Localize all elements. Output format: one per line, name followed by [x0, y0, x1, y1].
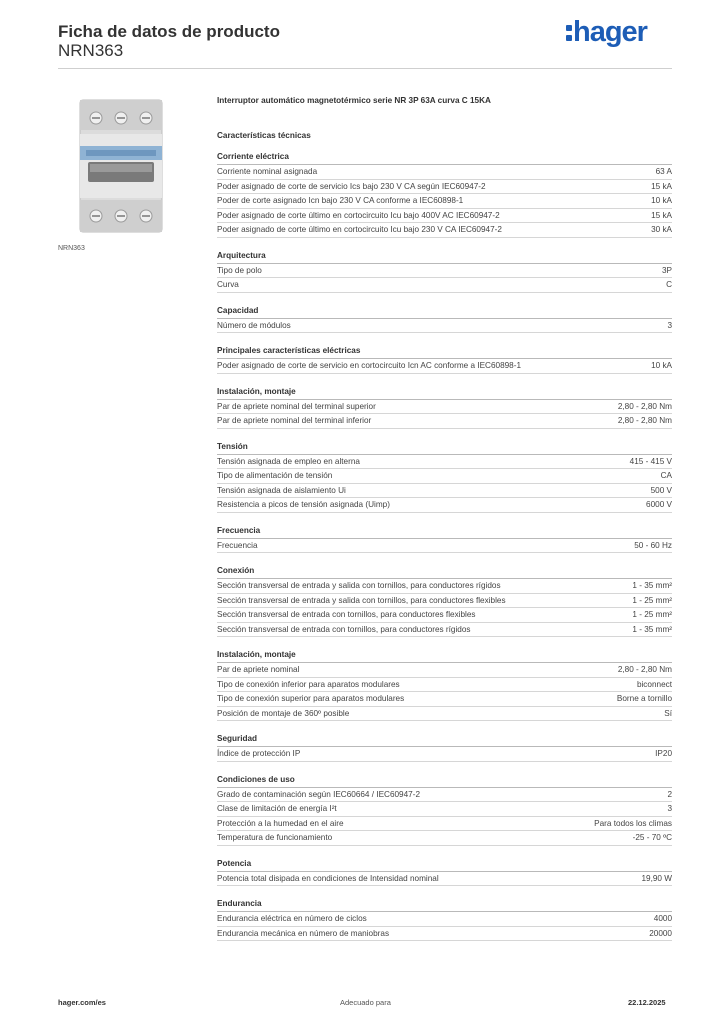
spec-section: [217, 858, 672, 887]
spec-label: Protección a la humedad en el aire: [217, 818, 344, 828]
spec-label: Poder asignado de corte de servicio en cortocircuito Icn AC conforme a IEC60898-1: [217, 361, 522, 370]
spec-label: Par de apriete nominal del terminal superior: [217, 401, 376, 411]
spec-value: 1 - 35 mm²: [632, 581, 672, 590]
spec-value: 3: [667, 804, 672, 813]
spec-row: [217, 831, 672, 846]
product-image: [58, 96, 202, 238]
section-title: Seguridad: [217, 733, 672, 747]
spec-section: [217, 565, 672, 637]
spec-label: Frecuencia: [217, 540, 258, 550]
spec-row: [217, 455, 672, 470]
spec-row: [217, 817, 672, 832]
spec-row: [217, 678, 672, 693]
spec-row: [217, 264, 672, 279]
spec-label: Curva: [217, 280, 239, 289]
spec-section: [217, 733, 672, 762]
spec-label: Endurancia eléctrica en número de ciclos: [217, 914, 367, 923]
spec-section: [217, 774, 672, 846]
spec-row: [217, 788, 672, 803]
section-title: Potencia: [217, 858, 672, 872]
product-description: Interruptor automático magnetotérmico serie NR 3P 63A curva C 15KA: [217, 96, 491, 105]
spec-value: 10 kA: [651, 361, 672, 370]
spec-label: Resistencia a picos de tensión asignada (Uimp): [217, 500, 390, 509]
spec-label: Tipo de polo: [217, 265, 262, 275]
tech-characteristics-title: Características técnicas: [217, 131, 311, 140]
spec-row: [217, 579, 672, 594]
spec-label: Sección transversal de entrada y salida con tornillos, para conductores rígidos: [217, 581, 501, 590]
spec-label: Sección transversal de entrada con tornillos, para conductores rígidos: [217, 624, 471, 634]
spec-label: Tipo de conexión superior para aparatos modulares: [217, 694, 405, 703]
spec-value: IP20: [655, 749, 672, 758]
spec-sections: [217, 151, 672, 941]
section-title: Endurancia: [217, 898, 672, 912]
spec-label: Tipo de alimentación de tensión: [217, 471, 333, 480]
section-title: Capacidad: [217, 305, 672, 319]
spec-label: Índice de protección IP: [217, 749, 301, 758]
spec-row: [217, 165, 672, 180]
spec-row: [217, 498, 672, 513]
spec-value: C: [666, 280, 672, 289]
spec-value: 50 - 60 Hz: [634, 540, 672, 550]
section-title: Arquitectura: [217, 250, 672, 264]
spec-value: 19,90 W: [641, 873, 672, 883]
spec-value: 3: [667, 320, 672, 330]
spec-label: Par de apriete nominal: [217, 665, 300, 674]
spec-value: 500 V: [650, 485, 672, 495]
spec-value: Sí: [664, 708, 672, 718]
spec-section: [217, 345, 672, 374]
spec-label: Tensión asignada de aislamiento Ui: [217, 485, 346, 495]
spec-row: [217, 180, 672, 195]
spec-label: Endurancia mecánica en número de maniobras: [217, 928, 390, 938]
spec-value: CA: [660, 471, 672, 480]
spec-row: [217, 414, 672, 429]
spec-row: [217, 223, 672, 238]
spec-label: Poder de corte asignado Icn bajo 230 V CA conforme a IEC60898-1: [217, 196, 464, 205]
spec-section: [217, 151, 672, 238]
spec-label: Posición de montaje de 360º posible: [217, 708, 350, 718]
spec-section: [217, 386, 672, 429]
spec-label: Tipo de conexión inferior para aparatos modulares: [217, 679, 400, 689]
spec-section: [217, 305, 672, 334]
spec-row: [217, 747, 672, 762]
spec-value: 2,80 - 2,80 Nm: [617, 665, 672, 674]
spec-label: Sección transversal de entrada con tornillos, para conductores flexibles: [217, 610, 476, 619]
spec-label: Poder asignado de corte último en cortocircuito Icu bajo 400V AC IEC60947-2: [217, 210, 500, 220]
spec-label: Corriente nominal asignada: [217, 167, 318, 176]
spec-value: 2,80 - 2,80 Nm: [617, 401, 672, 411]
spec-label: Potencia total disipada en condiciones de Intensidad nominal: [217, 873, 439, 883]
spec-row: [217, 194, 672, 209]
spec-value: 2,80 - 2,80 Nm: [617, 416, 672, 425]
section-title: Corriente eléctrica: [217, 151, 672, 165]
section-title: Instalación, montaje: [217, 649, 672, 663]
spec-row: [217, 912, 672, 927]
image-caption: NRN363: [58, 245, 85, 252]
section-title: Instalación, montaje: [217, 386, 672, 400]
spec-row: [217, 802, 672, 817]
spec-value: 4000: [653, 914, 672, 923]
spec-label: Clase de limitación de energía I²t: [217, 804, 337, 813]
spec-value: 20000: [649, 928, 672, 938]
spec-value: 1 - 25 mm²: [632, 610, 672, 619]
spec-row: [217, 594, 672, 609]
spec-row: [217, 707, 672, 722]
spec-value: 1 - 25 mm²: [632, 595, 672, 605]
section-title: Condiciones de uso: [217, 774, 672, 788]
spec-value: 3P: [661, 265, 672, 275]
spec-section: [217, 649, 672, 721]
section-title: Frecuencia: [217, 525, 672, 539]
spec-row: [217, 927, 672, 942]
header-divider: [58, 68, 672, 69]
spec-value: 1 - 35 mm²: [632, 624, 672, 634]
page-title: Ficha de datos de producto: [58, 22, 280, 41]
footer-website: hager.com/es: [58, 998, 106, 1007]
spec-row: [217, 608, 672, 623]
section-title: Conexión: [217, 565, 672, 579]
spec-label: Temperatura de funcionamiento: [217, 833, 333, 842]
spec-label: Grado de contaminación según IEC60664 / IEC60947-2: [217, 789, 421, 799]
spec-value: 415 - 415 V: [629, 456, 672, 466]
spec-label: Par de apriete nominal del terminal inferior: [217, 416, 372, 425]
spec-value: 6000 V: [646, 500, 672, 509]
spec-section: [217, 525, 672, 554]
product-code: NRN363: [58, 41, 124, 60]
spec-value: 10 kA: [651, 196, 672, 205]
spec-row: [217, 319, 672, 334]
spec-label: Poder asignado de corte de servicio Ics bajo 230 V CA según IEC60947-2: [217, 181, 486, 191]
footer-middle-text: Adecuado para: [340, 998, 391, 1007]
spec-value: -25 - 70 ºC: [632, 833, 672, 842]
spec-section: [217, 898, 672, 941]
spec-label: Poder asignado de corte último en cortocircuito Icu bajo 230 V CA IEC60947-2: [217, 225, 502, 234]
spec-value: 15 kA: [651, 181, 672, 191]
spec-row: [217, 663, 672, 678]
spec-value: 2: [667, 789, 672, 799]
logo-text: hager: [573, 16, 647, 48]
spec-value: 63 A: [655, 167, 672, 176]
spec-value: Borne a tornillo: [616, 694, 672, 703]
hager-logo: [566, 16, 647, 49]
spec-label: Tensión asignada de empleo en alterna: [217, 456, 360, 466]
spec-row: [217, 400, 672, 415]
spec-row: [217, 278, 672, 293]
logo-dots-icon: [566, 19, 572, 41]
spec-row: [217, 692, 672, 707]
section-title: Tensión: [217, 441, 672, 455]
spec-row: [217, 469, 672, 484]
footer-date: 22.12.2025: [628, 998, 666, 1007]
spec-label: Sección transversal de entrada y salida con tornillos, para conductores flexibles: [217, 595, 506, 605]
spec-label: Número de módulos: [217, 320, 291, 330]
spec-row: [217, 623, 672, 638]
spec-section: [217, 441, 672, 513]
spec-value: 15 kA: [651, 210, 672, 220]
spec-row: [217, 209, 672, 224]
spec-row: [217, 539, 672, 554]
spec-section: [217, 250, 672, 293]
spec-row: [217, 484, 672, 499]
spec-value: Para todos los climas: [594, 818, 672, 828]
spec-content: [217, 94, 672, 941]
section-title: Principales características eléctricas: [217, 345, 672, 359]
spec-row: [217, 359, 672, 374]
spec-value: 30 kA: [651, 225, 672, 234]
spec-value: biconnect: [636, 679, 672, 689]
spec-row: [217, 872, 672, 887]
